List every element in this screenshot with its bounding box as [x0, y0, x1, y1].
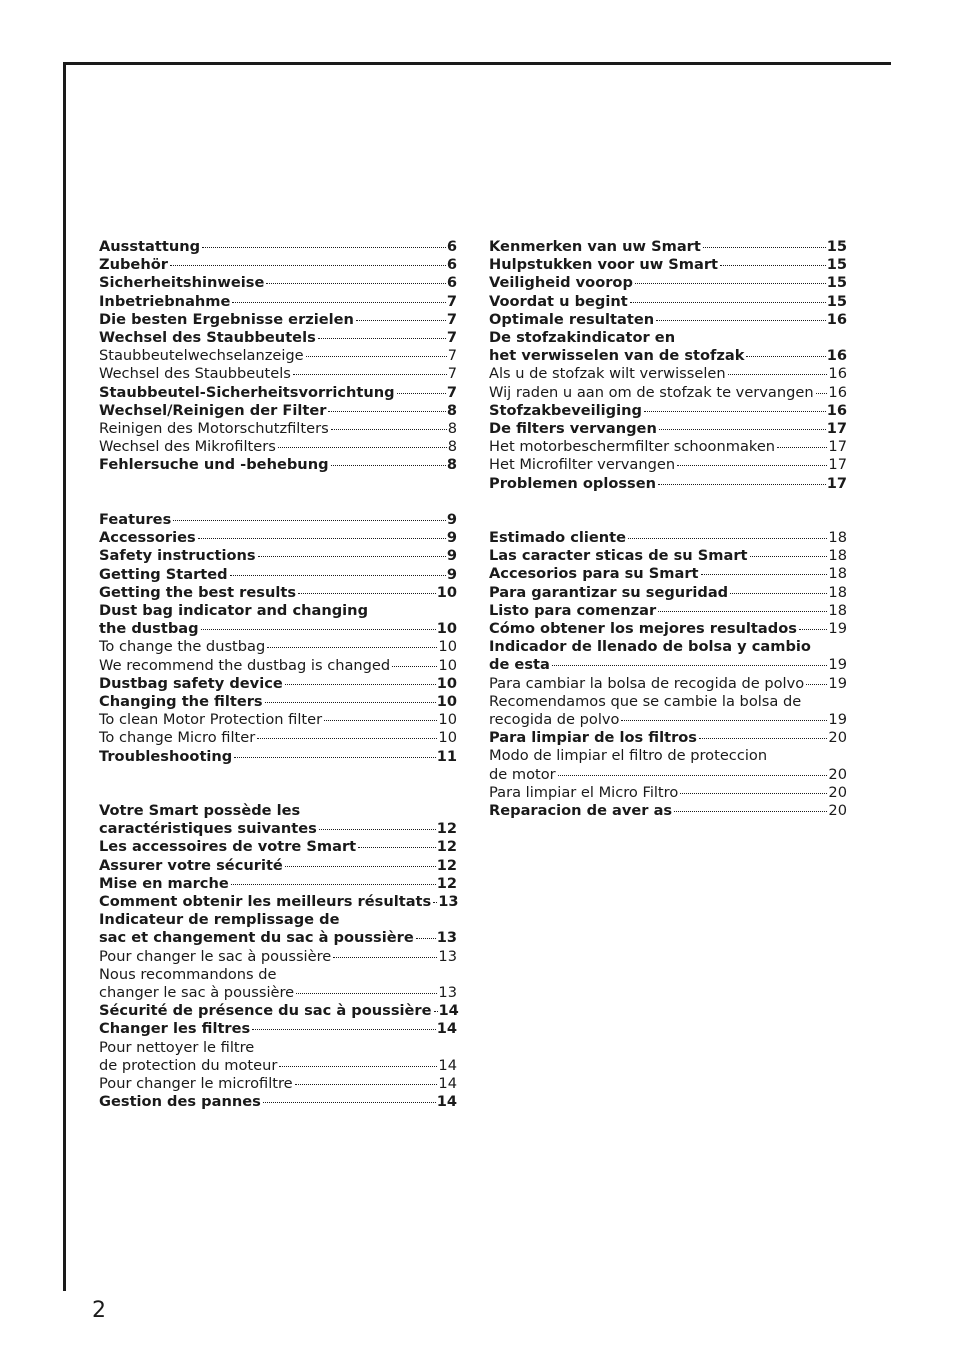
- toc-entry[interactable]: [99, 311, 457, 329]
- toc-entry[interactable]: [99, 456, 457, 474]
- dot-leader: [677, 465, 827, 466]
- toc-entry-heading-line[interactable]: De stofzakindicator en: [489, 329, 676, 347]
- toc-entry-page: 7: [447, 347, 457, 365]
- toc-entry-page: 15: [826, 292, 847, 310]
- toc-entry-label: Kenmerken van uw Smart: [489, 238, 701, 255]
- dot-leader: [621, 720, 827, 721]
- toc-entry-page: 10: [436, 693, 457, 711]
- toc-entry-label: Accesorios para su Smart: [489, 565, 699, 583]
- toc-entry-label: Als u de stofzak wilt verwisselen: [489, 365, 726, 383]
- toc-entry-page: 17: [826, 420, 847, 438]
- toc-entry-label: Para limpiar el Micro Filtro: [489, 783, 679, 801]
- toc-entry-page: 14: [436, 1020, 457, 1038]
- toc-entry-page: 9: [446, 547, 457, 565]
- toc-entry[interactable]: [99, 402, 457, 420]
- toc-entry[interactable]: [489, 347, 847, 365]
- toc-entry[interactable]: [489, 802, 847, 820]
- dot-leader: [720, 265, 826, 266]
- toc-entry[interactable]: [99, 929, 457, 947]
- dot-leader: [728, 374, 828, 375]
- toc-entry-label: Dustbag safety device: [99, 674, 283, 692]
- toc-entry-page: 14: [436, 1093, 457, 1111]
- dot-leader: [434, 1011, 438, 1012]
- toc-entry-label: Wechsel des Mikrofilters: [99, 438, 276, 456]
- toc-entry[interactable]: [489, 365, 847, 383]
- dot-leader: [750, 556, 828, 557]
- toc-entry-label: Gestion des pannes: [99, 1093, 261, 1111]
- toc-entry-page: 15: [826, 256, 847, 274]
- toc-entry-page: 7: [446, 383, 457, 401]
- toc-entry-label: de esta: [489, 656, 550, 674]
- frame-left-rule: [63, 62, 66, 1291]
- toc-entry[interactable]: [99, 274, 457, 292]
- toc-entry-label: Voordat u begint: [489, 292, 628, 310]
- toc-entry[interactable]: [99, 547, 457, 565]
- toc-entry[interactable]: [489, 311, 847, 329]
- toc-entry-page: 19: [828, 620, 847, 638]
- dot-leader: [285, 684, 436, 685]
- toc-entry-page: 14: [438, 1002, 459, 1020]
- toc-entry-label: de protection du moteur: [99, 1056, 278, 1074]
- dot-leader: [293, 374, 447, 375]
- toc-entry[interactable]: [489, 529, 847, 547]
- toc-entry[interactable]: [99, 1020, 457, 1038]
- toc-section-en: [99, 511, 457, 766]
- toc-entry-page: 8: [447, 438, 457, 456]
- dot-leader: [674, 811, 827, 812]
- toc-entry-label: Assurer votre sécurité: [99, 856, 283, 874]
- dot-leader: [799, 629, 828, 630]
- dot-leader: [231, 884, 436, 885]
- toc-entry[interactable]: [99, 420, 457, 438]
- toc-entry-label: Safety instructions: [99, 547, 256, 565]
- toc-entry-page: 9: [446, 565, 457, 583]
- toc-entry-page: 10: [438, 729, 457, 747]
- toc-entry-page: 16: [826, 310, 847, 328]
- toc-entry-page: 20: [828, 729, 847, 747]
- toc-entry[interactable]: [99, 657, 457, 675]
- toc-entry-label: Hulpstukken voor uw Smart: [489, 256, 719, 274]
- dot-leader: [318, 338, 446, 339]
- toc-section-es: [489, 529, 847, 820]
- toc-entry[interactable]: [489, 711, 847, 729]
- toc-entry[interactable]: [99, 838, 457, 856]
- toc-entry-label: To change the dustbag: [99, 638, 266, 656]
- toc-entry-heading-line[interactable]: Pour nettoyer le filtre: [99, 1038, 255, 1056]
- toc-entry-page: 17: [828, 438, 847, 456]
- toc-entry-page: 14: [438, 1056, 457, 1074]
- toc-entry[interactable]: [489, 274, 847, 292]
- toc-entry-label: Getting Started: [99, 565, 228, 583]
- toc-entry[interactable]: [99, 893, 457, 911]
- dot-leader: [644, 411, 826, 412]
- toc-entry[interactable]: [489, 620, 847, 638]
- toc-entry[interactable]: [489, 402, 847, 420]
- toc-entry-label: Para limpiar de los filtros: [489, 729, 697, 747]
- dot-leader: [701, 574, 828, 575]
- dot-leader: [397, 393, 446, 394]
- toc-entry-label: Het motorbeschermfilter schoonmaken: [489, 438, 776, 456]
- toc-entry-page: 6: [446, 238, 457, 255]
- dot-leader: [416, 938, 436, 939]
- dot-leader: [806, 684, 827, 685]
- toc-entry-heading-line[interactable]: Indicateur de remplissage de: [99, 911, 340, 929]
- toc-entry-label: Accessories: [99, 529, 196, 547]
- toc-entry-page: 9: [446, 529, 457, 547]
- dot-leader: [285, 866, 436, 867]
- dot-leader: [433, 902, 437, 903]
- toc-entry-label: To change Micro filter: [99, 729, 256, 747]
- toc-entry-page: 17: [826, 474, 847, 492]
- dot-leader: [278, 447, 447, 448]
- toc-entry-page: 12: [436, 838, 457, 856]
- toc-entry-label: Problemen oplossen: [489, 474, 657, 492]
- toc-entry-label: Para garantizar su seguridad: [489, 583, 729, 601]
- toc-entry[interactable]: [99, 293, 457, 311]
- toc-entry[interactable]: [99, 365, 457, 383]
- toc-entry-page: 10: [438, 656, 457, 674]
- dot-leader: [298, 593, 436, 594]
- toc-entry[interactable]: [99, 693, 457, 711]
- toc-entry-label: Stofzakbeveiliging: [489, 401, 642, 419]
- toc-entry-page: 7: [447, 365, 457, 383]
- toc-entry-label: Pour changer le sac à poussière: [99, 947, 332, 965]
- toc-entry-label: Ausstattung: [99, 238, 201, 255]
- toc-entry-label: Comment obtenir les meilleurs résultats: [99, 893, 432, 911]
- toc-entry-label: Features: [99, 511, 172, 528]
- toc-entry-page: 11: [436, 747, 457, 765]
- toc-entry[interactable]: [99, 1075, 457, 1093]
- dot-leader: [680, 793, 827, 794]
- toc-entry[interactable]: [99, 1002, 457, 1020]
- toc-entry[interactable]: [489, 256, 847, 274]
- dot-leader: [279, 1066, 437, 1067]
- toc-entry-page: 9: [446, 511, 457, 528]
- dot-leader: [198, 538, 446, 539]
- toc-entry[interactable]: [99, 948, 457, 966]
- toc-entry-page: 6: [446, 274, 457, 292]
- toc-entry-page: 16: [828, 365, 847, 383]
- toc-entry-page: 16: [826, 347, 847, 365]
- toc-entry-label: Fehlersuche und -behebung: [99, 456, 329, 474]
- toc-entry[interactable]: [99, 584, 457, 602]
- dot-leader: [252, 1029, 435, 1030]
- toc-entry-label: Mise en marche: [99, 874, 229, 892]
- toc-entry[interactable]: [489, 675, 847, 693]
- toc-entry-page: 17: [828, 456, 847, 474]
- toc-entry-label: Getting the best results: [99, 583, 297, 601]
- toc-entry-label: Cómo obtener los mejores resultados: [489, 620, 797, 638]
- toc-entry-label: changer le sac à poussière: [99, 984, 295, 1002]
- dot-leader: [630, 302, 826, 303]
- toc-entry-label: Las caracter sticas de su Smart: [489, 547, 748, 565]
- dot-leader: [263, 1102, 436, 1103]
- toc-entry-label: Wechsel/Reinigen der Filter: [99, 401, 327, 419]
- toc-entry[interactable]: [99, 875, 457, 893]
- toc-entry-label: caractéristiques suivantes: [99, 820, 317, 838]
- toc-entry[interactable]: [99, 347, 457, 365]
- toc-entry[interactable]: [99, 638, 457, 656]
- toc-entry-label: To clean Motor Protection filter: [99, 711, 323, 729]
- toc-entry[interactable]: [99, 620, 457, 638]
- frame-top-rule: [63, 62, 891, 65]
- toc-entry-page: 8: [447, 420, 457, 438]
- dot-leader: [267, 647, 437, 648]
- toc-entry-page: 16: [826, 401, 847, 419]
- dot-leader: [628, 538, 827, 539]
- dot-leader: [295, 1084, 438, 1085]
- toc-entry-label: the dustbag: [99, 620, 199, 638]
- toc-entry-label: Listo para comenzar: [489, 601, 657, 619]
- toc-entry-page: 20: [828, 765, 847, 783]
- toc-entry-label: het verwisselen van de stofzak: [489, 347, 745, 365]
- toc-entry-page: 10: [436, 674, 457, 692]
- toc-entry[interactable]: [99, 675, 457, 693]
- dot-leader: [173, 520, 446, 521]
- toc-entry-page: 8: [446, 456, 457, 474]
- toc-entry-heading-line[interactable]: Votre Smart possède les: [99, 802, 301, 819]
- dot-leader: [202, 247, 446, 248]
- toc-entry-label: De filters vervangen: [489, 420, 657, 438]
- toc-entry[interactable]: [99, 566, 457, 584]
- dot-leader: [306, 356, 447, 357]
- dot-leader: [356, 320, 446, 321]
- toc-entry[interactable]: [489, 420, 847, 438]
- dot-leader: [230, 575, 446, 576]
- toc-section-fr: [99, 802, 457, 1111]
- toc-entry[interactable]: [489, 602, 847, 620]
- dot-leader: [658, 484, 826, 485]
- dot-leader: [699, 738, 827, 739]
- dot-leader: [324, 720, 437, 721]
- toc-entry-page: 18: [828, 601, 847, 619]
- toc-entry-page: 20: [828, 802, 847, 820]
- toc-entry-page: 13: [436, 929, 457, 947]
- page-number: 2: [92, 1298, 106, 1323]
- dot-leader: [777, 447, 827, 448]
- dot-leader: [170, 265, 446, 266]
- toc-entry-label: Zubehör: [99, 256, 168, 274]
- dot-leader: [257, 738, 437, 739]
- dot-leader: [816, 393, 828, 394]
- toc-entry-page: 12: [436, 820, 457, 838]
- toc-entry-heading-line[interactable]: Indicador de llenado de bolsa y cambio: [489, 638, 811, 656]
- toc-entry-label: Optimale resultaten: [489, 310, 655, 328]
- toc-entry[interactable]: [99, 329, 457, 347]
- dot-leader: [703, 247, 826, 248]
- toc-entry[interactable]: [489, 766, 847, 784]
- toc-entry-label: Veiligheid voorop: [489, 274, 633, 292]
- toc-entry-page: 6: [446, 256, 457, 274]
- dot-leader: [658, 611, 827, 612]
- toc-entry-label: Troubleshooting: [99, 747, 233, 765]
- dot-leader: [333, 957, 437, 958]
- toc-entry[interactable]: [99, 711, 457, 729]
- dot-leader: [265, 702, 436, 703]
- toc-entry-page: 10: [438, 711, 457, 729]
- toc-section-nl: [489, 238, 847, 493]
- dot-leader: [296, 993, 437, 994]
- toc-entry-page: 10: [438, 638, 457, 656]
- toc-entry[interactable]: [489, 584, 847, 602]
- dot-leader: [201, 629, 436, 630]
- toc-entry-label: recogida de polvo: [489, 711, 620, 729]
- toc-entry-label: Wechsel des Staubbeutels: [99, 365, 291, 383]
- toc-entry-label: Sicherheitshinweise: [99, 274, 265, 292]
- toc-entry[interactable]: [489, 729, 847, 747]
- toc-entry-label: Pour changer le microfiltre: [99, 1075, 293, 1093]
- toc-entry[interactable]: [99, 238, 457, 256]
- toc-entry-page: 8: [446, 401, 457, 419]
- toc-entry-label: Staubbeutel-Sicherheitsvorrichtung: [99, 383, 395, 401]
- toc-entry[interactable]: [489, 456, 847, 474]
- toc-entry[interactable]: [99, 820, 457, 838]
- toc-entry-label: Para cambiar la bolsa de recogida de polvo: [489, 674, 805, 692]
- toc-entry-page: 7: [446, 329, 457, 347]
- toc-entry[interactable]: [99, 384, 457, 402]
- toc-entry-label: Wij raden u aan om de stofzak te vervangen: [489, 383, 814, 401]
- toc-entry[interactable]: [489, 293, 847, 311]
- toc-entry-label: Wechsel des Staubbeutels: [99, 329, 316, 347]
- toc-entry-heading-line[interactable]: Modo de limpiar el filtro de proteccion: [489, 747, 768, 765]
- toc-entry-page: 7: [446, 310, 457, 328]
- toc-entry-page: 18: [828, 529, 847, 546]
- toc-entry-page: 15: [826, 274, 847, 292]
- toc-entry-label: Les accessoires de votre Smart: [99, 838, 357, 856]
- toc-entry[interactable]: [489, 565, 847, 583]
- dot-leader: [659, 429, 826, 430]
- dot-leader: [392, 666, 437, 667]
- dot-leader: [635, 283, 826, 284]
- dot-leader: [328, 411, 445, 412]
- toc-entry-label: Reinigen des Motorschutzfilters: [99, 420, 329, 438]
- dot-leader: [331, 465, 446, 466]
- toc-section-de: [99, 238, 457, 475]
- toc-entry-page: 7: [446, 292, 457, 310]
- toc-entry-label: Reparacion de aver as: [489, 802, 673, 820]
- toc-entry-page: 19: [828, 674, 847, 692]
- toc-entry-page: 13: [438, 947, 457, 965]
- toc-entry-label: Staubbeutelwechselanzeige: [99, 347, 304, 365]
- toc-entry-label: Die besten Ergebnisse erzielen: [99, 310, 354, 328]
- toc-entry[interactable]: [489, 384, 847, 402]
- toc-entry[interactable]: [99, 529, 457, 547]
- toc-entry-page: 18: [828, 565, 847, 583]
- toc-entry-page: 19: [828, 656, 847, 674]
- toc-entry-page: 10: [436, 620, 457, 638]
- toc-entry[interactable]: [489, 656, 847, 674]
- toc-entry[interactable]: [99, 748, 457, 766]
- toc-entry[interactable]: [99, 1093, 457, 1111]
- toc-entry-page: 12: [436, 874, 457, 892]
- toc-entry-label: Het Microfilter vervangen: [489, 456, 676, 474]
- toc-entry[interactable]: [99, 857, 457, 875]
- dot-leader: [558, 775, 828, 776]
- dot-leader: [358, 847, 436, 848]
- toc-entry-label: de motor: [489, 765, 556, 783]
- toc-entry-page: 15: [826, 238, 847, 255]
- toc-entry[interactable]: [99, 511, 457, 529]
- toc-entry[interactable]: [99, 438, 457, 456]
- toc-entry[interactable]: [489, 784, 847, 802]
- toc-entry-heading-line[interactable]: Dust bag indicator and changing: [99, 602, 369, 620]
- toc-entry-heading-line[interactable]: Recomendamos que se cambie la bolsa de: [489, 692, 802, 710]
- toc-entry-label: We recommend the dustbag is changed: [99, 656, 391, 674]
- dot-leader: [656, 320, 826, 321]
- toc-entry-page: 14: [438, 1075, 457, 1093]
- toc-entry[interactable]: [99, 256, 457, 274]
- toc-entry-page: 13: [438, 893, 459, 911]
- dot-leader: [266, 283, 445, 284]
- dot-leader: [234, 757, 435, 758]
- dot-leader: [319, 829, 436, 830]
- toc-entry-page: 20: [828, 783, 847, 801]
- dot-leader: [258, 556, 446, 557]
- toc-entry-label: sac et changement du sac à poussière: [99, 929, 414, 947]
- toc-entry-label: Changer les filtres: [99, 1020, 251, 1038]
- dot-leader: [552, 665, 828, 666]
- toc-entry[interactable]: [99, 1057, 457, 1075]
- toc-entry-label: Inbetriebnahme: [99, 292, 231, 310]
- toc-entry[interactable]: [489, 475, 847, 493]
- dot-leader: [730, 593, 827, 594]
- toc-entry-page: 12: [436, 856, 457, 874]
- toc-entry-page: 18: [828, 547, 847, 565]
- dot-leader: [746, 356, 825, 357]
- toc-entry-label: Estimado cliente: [489, 529, 627, 546]
- toc-entry[interactable]: [489, 438, 847, 456]
- dot-leader: [331, 429, 447, 430]
- toc-entry[interactable]: [99, 729, 457, 747]
- toc-entry-page: 10: [436, 583, 457, 601]
- toc-entry[interactable]: [99, 984, 457, 1002]
- toc-entry-label: Sécurité de présence du sac à poussière: [99, 1002, 432, 1020]
- toc-entry-heading-line[interactable]: Nous recommandons de: [99, 965, 277, 983]
- dot-leader: [232, 302, 445, 303]
- toc-entry-page: 19: [828, 711, 847, 729]
- toc-entry[interactable]: [489, 547, 847, 565]
- toc-entry-label: Changing the filters: [99, 693, 263, 711]
- toc-entry-page: 18: [828, 583, 847, 601]
- toc-entry-page: 16: [828, 383, 847, 401]
- toc-entry-page: 13: [438, 984, 457, 1002]
- toc-entry[interactable]: [489, 238, 847, 256]
